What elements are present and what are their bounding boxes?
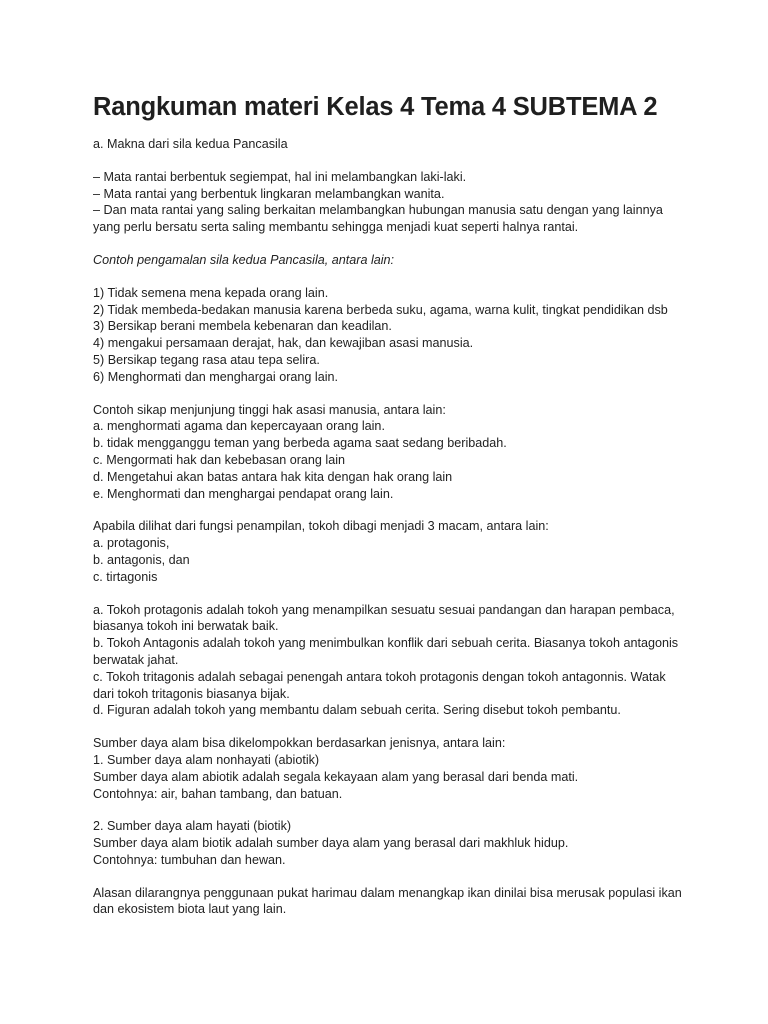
paragraph-pukat-harimau: Alasan dilarangnya penggunaan pukat harimau dalam menangkap ikan dinilai bisa merusak populasi ikan dan ekosistem biota laut yang lain. — [93, 885, 682, 917]
document-title: Rangkuman materi Kelas 4 Tema 4 SUBTEMA 2 — [93, 93, 658, 121]
paragraph-contoh-pengamalan-heading: Contoh pengamalan sila kedua Pancasila, antara lain: — [93, 252, 395, 267]
paragraph-definisi-tokoh: a. Tokoh protagonis adalah tokoh yang menampilkan sesuatu sesuai pandangan dan harapan pembaca, biasanya tokoh ini berwatak baik. b. Tokoh Antagonis adalah tokoh yang menimbulkan konflik dari sebuah cerita. Biasanya tokoh antagonis berwatak jahat. c. Tokoh tritagonis adalah sebagai penengah antara tokoh protagonis dengan tokoh antagonnis. Watak dari tokoh tritagonis biasanya bijak. d. Figuran adalah tokoh yang membantu dalam sebuah cerita. Sering disebut tokoh pembantu. — [93, 602, 679, 718]
paragraph-contoh-pengamalan-list: 1) Tidak semena mena kepada orang lain. 2) Tidak membeda-bedakan manusia karena berbeda suku, agama, warna kulit, tingkat pendidikan dsb 3) Bersikap berani membela kebenaran dan keadilan. 4) mengakui persamaan derajat, hak, dan kewajiban asasi manusia. 5) Bersikap tegang rasa atau tepa selira. 6) Menghormati dan menghargai orang lain. — [93, 285, 668, 384]
paragraph-sda-biotik: 2. Sumber daya alam hayati (biotik) Sumber daya alam biotik adalah sumber daya alam yang berasal dari makhluk hidup. Contohnya: tumbuhan dan hewan. — [93, 819, 569, 867]
paragraph-mata-rantai: – Mata rantai berbentuk segiempat, hal ini melambangkan laki-laki. – Mata rantai yang berbentuk lingkaran melambangkan wanita. – Dan mata rantai yang saling berkaitan melambangkan hubungan manusia satu dengan yang lainnya yang perlu bersatu serta saling membantu sehingga menjadi kuat seperti halnya rantai. — [93, 169, 663, 235]
paragraph-sda-abiotik: Sumber daya alam bisa dikelompokkan berdasarkan jenisnya, antara lain: 1. Sumber daya alam nonhayati (abiotik) Sumber daya alam abiotik adalah segala kekayaan alam yang berasal dari benda mati. Contohnya: air, bahan tambang, dan batuan. — [93, 736, 579, 801]
document-page — [93, 92, 683, 934]
paragraph-sikap-ham: Contoh sikap menjunjung tinggi hak asasi manusia, antara lain: a. menghormati agama dan kepercayaan orang lain. b. tidak mengganggu teman yang berbeda agama saat sedang beribadah. c. Mengormati hak dan kebebasan orang lain d. Mengetahui akan batas antara hak kita dengan hak orang lain e. Menghormati dan menghargai pendapat orang lain. — [93, 402, 507, 501]
paragraph-fungsi-tokoh: Apabila dilihat dari fungsi penampilan, tokoh dibagi menjadi 3 macam, antara lain: a. protagonis, b. antagonis, dan c. tirtagonis — [93, 519, 549, 584]
paragraph-sila-kedua-heading: a. Makna dari sila kedua Pancasila — [93, 137, 288, 151]
